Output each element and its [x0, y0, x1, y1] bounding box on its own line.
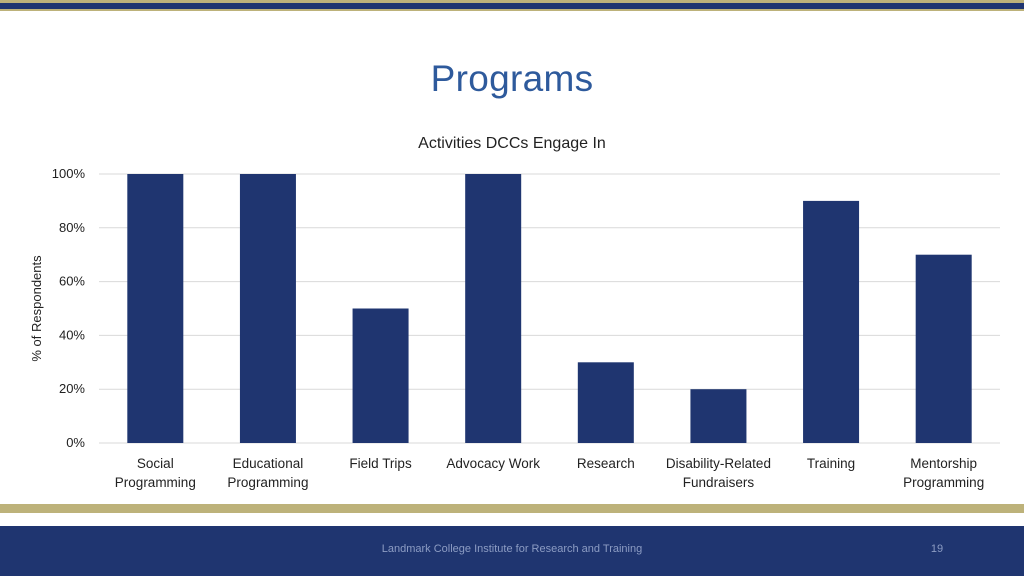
y-tick-label: 20% — [58, 381, 85, 397]
x-tick-label: Programming — [114, 475, 196, 490]
x-tick-label: Field Trips — [349, 456, 412, 471]
footer-text: Landmark College Institute for Research and Training — [381, 543, 643, 555]
y-tick-label: 60% — [58, 273, 85, 289]
x-tick-label: Programming — [903, 475, 985, 490]
x-tick-label: Programming — [227, 475, 309, 490]
x-tick-label: Disability-Related — [665, 456, 771, 471]
bar — [465, 174, 521, 443]
bar — [690, 389, 746, 443]
y-tick-label: 80% — [58, 219, 85, 235]
x-tick-label: Training — [806, 456, 856, 471]
bar — [578, 362, 634, 443]
x-tick-label: Educational — [232, 456, 304, 471]
bar — [127, 174, 183, 443]
bar — [916, 255, 972, 443]
y-axis-label: % of Respondents — [29, 255, 44, 362]
bar — [240, 174, 296, 443]
x-tick-label: Research — [576, 456, 635, 471]
y-tick-label: 100% — [51, 166, 85, 181]
y-tick-label: 0% — [66, 435, 85, 450]
x-tick-label: Advocacy Work — [446, 456, 540, 471]
bar — [353, 309, 409, 444]
page-number: 19 — [930, 543, 944, 555]
footer-gold-stripe — [0, 504, 1024, 513]
chart-title: Activities DCCs Engage In — [418, 135, 606, 152]
y-tick-label: 40% — [58, 327, 85, 343]
x-tick-label: Social — [136, 456, 174, 471]
x-tick-label: Fundraisers — [682, 475, 755, 490]
x-tick-label: Mentorship — [910, 456, 978, 471]
slide-title: Programs — [430, 58, 594, 99]
bar — [803, 201, 859, 443]
